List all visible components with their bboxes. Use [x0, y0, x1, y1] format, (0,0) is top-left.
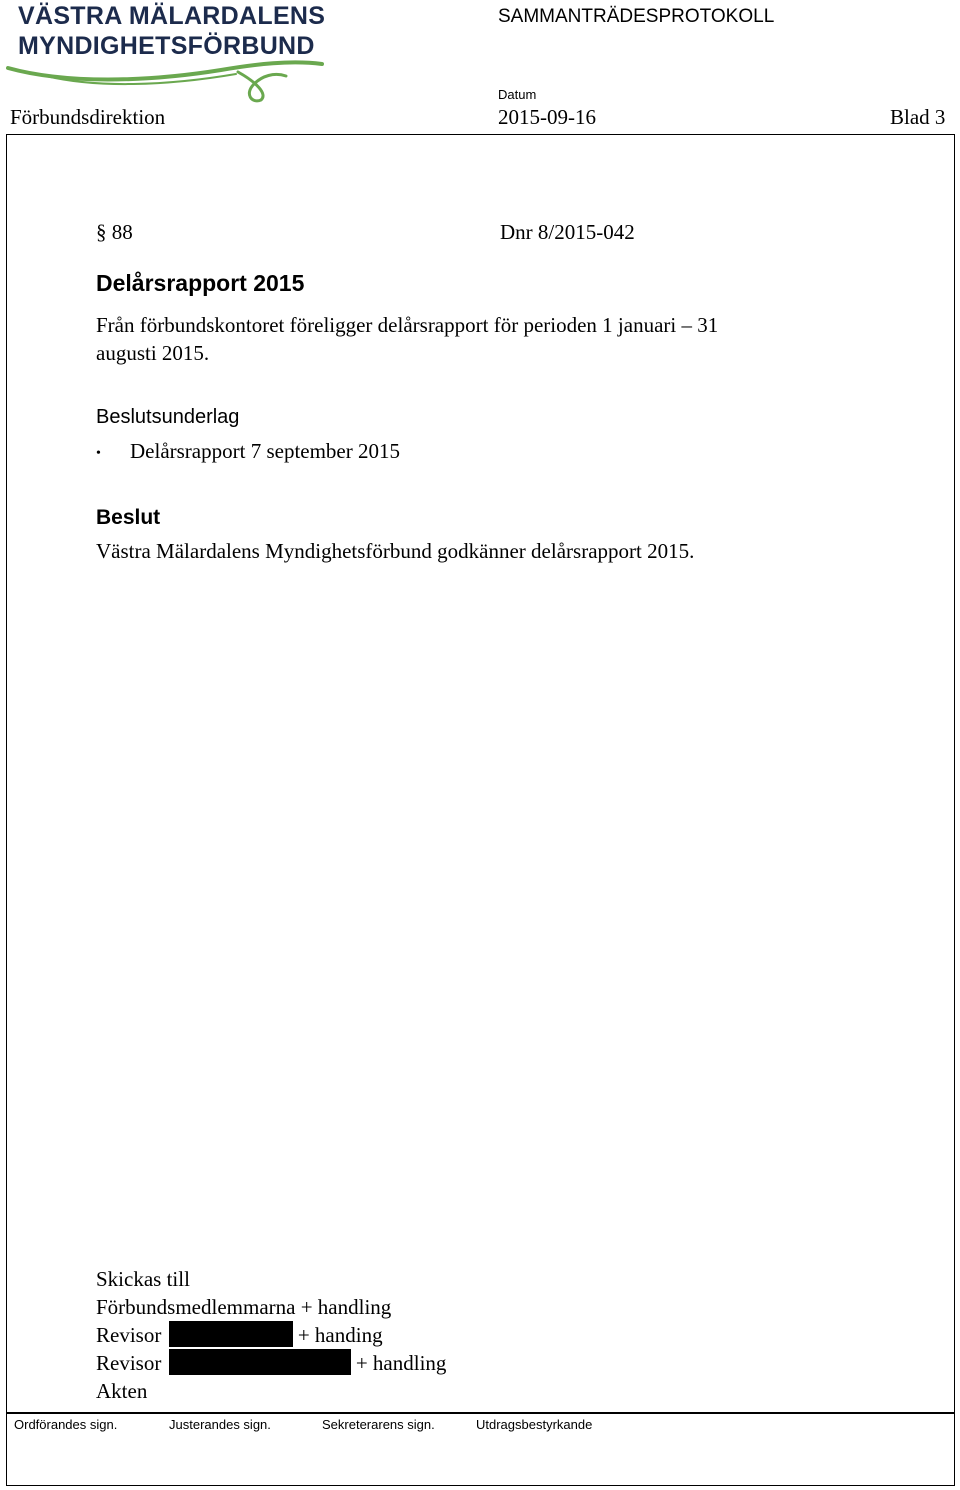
logo-text-line2: MYNDIGHETSFÖRBUND	[18, 32, 315, 60]
auditor-suffix: + handling	[355, 1351, 447, 1375]
logo-swoosh-icon	[6, 54, 326, 104]
diary-number: Dnr 8/2015-042	[500, 220, 635, 244]
meeting-date: 2015-09-16	[498, 105, 596, 129]
basis-heading: Beslutsunderlag	[96, 406, 240, 428]
page-number: Blad 3	[890, 105, 946, 129]
logo-text-line1: VÄSTRA MÄLARDALENS	[18, 2, 326, 30]
auditor-label: Revisor	[96, 1351, 162, 1375]
date-label: Datum	[498, 87, 537, 102]
certified-extract-label: Utdragsbestyrkande	[476, 1417, 593, 1432]
adjuster-signature-label: Justerandes sign.	[169, 1417, 271, 1432]
send-to-members: Förbundsmedlemmarna + handling	[96, 1295, 392, 1319]
intro-line-2: augusti 2015.	[96, 341, 210, 365]
intro-line-1: Från förbundskontoret föreligger delårsrapport för perioden 1 januari – 31	[96, 313, 719, 337]
basis-item: Delårsrapport 7 september 2015	[130, 439, 400, 463]
paragraph-symbol: §	[96, 220, 107, 244]
committee-name: Förbundsdirektion	[10, 105, 166, 129]
redacted-name	[169, 1321, 293, 1347]
send-to-heading: Skickas till	[96, 1267, 190, 1291]
footer-divider	[6, 1412, 955, 1414]
section-title: Delårsrapport 2015	[96, 270, 305, 296]
send-to-archive: Akten	[96, 1379, 148, 1403]
send-to-auditor-1	[96, 1321, 383, 1349]
redacted-name	[169, 1349, 351, 1375]
document-type: SAMMANTRÄDESPROTOKOLL	[498, 6, 775, 27]
decision-text: Västra Mälardalens Myndighetsförbund godkänner delårsrapport 2015.	[96, 539, 695, 563]
secretary-signature-label: Sekreterarens sign.	[322, 1417, 435, 1432]
chair-signature-label: Ordförandes sign.	[14, 1417, 118, 1432]
auditor-suffix: + handing	[297, 1323, 383, 1347]
section-id: 88	[111, 220, 133, 244]
send-to-auditor-2	[96, 1349, 446, 1377]
section-number	[96, 220, 133, 245]
decision-heading: Beslut	[96, 506, 161, 529]
auditor-label: Revisor	[96, 1323, 162, 1347]
list-bullet: •	[96, 446, 101, 461]
